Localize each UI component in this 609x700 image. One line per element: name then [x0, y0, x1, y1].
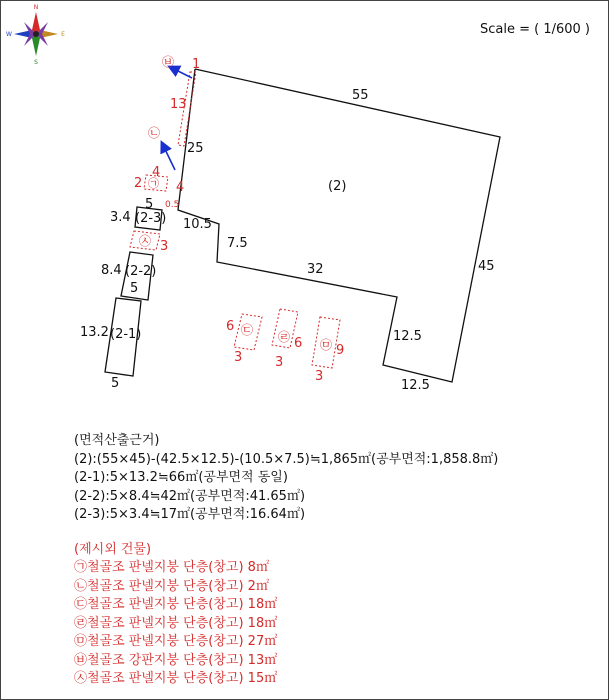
building-2-2-label: (2-2): [125, 264, 157, 279]
annex-a-height: 4: [152, 165, 161, 180]
parcel-notch-top-dim: 10.5: [183, 217, 212, 232]
building-2-1-height: 13.2: [80, 325, 109, 340]
building-2-3-height: 3.4: [110, 210, 131, 225]
annex-g-width: 3: [160, 239, 169, 254]
annex-a-offset: 0.5: [165, 200, 180, 210]
outside-building-line: ㉣철골조 판넬지붕 단층(창고) 18㎡: [74, 615, 278, 631]
area-calc-line: (2):(55×45)-(42.5×12.5)-(10.5×7.5)≒1,865㎡(공부면적:1,858.8㎡): [74, 451, 499, 467]
compass-east-label: E: [61, 31, 65, 38]
annex-d-mark: ㉣: [278, 330, 291, 344]
building-2-3-label: (2-3): [135, 211, 167, 226]
annex-f-length: 13: [170, 97, 187, 112]
compass-south-label: S: [34, 59, 38, 66]
parcel-2-label: (2): [328, 179, 347, 194]
building-2-2-height: 8.4: [101, 263, 122, 278]
parcel-notch-side-dim: 7.5: [227, 236, 248, 251]
building-2-1-width: 5: [111, 376, 120, 391]
annex-f-mark: ㉥: [162, 55, 175, 69]
outside-buildings-heading: (제시외 건물): [74, 541, 152, 557]
parcel-step-vertical-dim: 12.5: [393, 329, 422, 344]
outside-building-line: ㉦철골조 판넬지붕 단층(창고) 15㎡: [74, 671, 278, 686]
parcel-step-bottom-dim: 12.5: [401, 378, 430, 393]
building-2-1-label: (2-1): [110, 327, 142, 342]
scale-label: Scale = ( 1/600 ): [480, 22, 591, 37]
annex-f-corner: 1: [192, 57, 201, 72]
area-calc-line: (2-2):5×8.4≒42㎡(공부면적:41.65㎡): [74, 488, 306, 504]
outside-building-line: ㉡철골조 판넬지붕 단층(창고) 2㎡: [74, 578, 269, 594]
compass-rose-icon: [6, 4, 65, 66]
annex-a-side: 4: [176, 180, 185, 195]
parcel-top-dim: 55: [352, 88, 369, 103]
outside-building-line: ㉤철골조 판넬지붕 단층(창고) 27㎡: [74, 634, 278, 649]
notes-panel: [74, 432, 498, 689]
annex-e-width: 9: [336, 343, 345, 358]
outside-building-line: ㉢철골조 판넬지붕 단층(창고) 18㎡: [74, 597, 278, 612]
annex-c-height: 3: [234, 350, 243, 365]
compass-north-label: N: [33, 4, 39, 11]
annex-a-mark: ㉠: [148, 177, 159, 190]
annex-e-height: 3: [315, 369, 324, 384]
annex-e-mark: ㉤: [320, 338, 333, 352]
parcel-2-outline: [178, 69, 500, 382]
annex-d-height: 3: [275, 355, 284, 370]
annex-a-width: 2: [134, 176, 143, 191]
annex-c-width: 6: [226, 319, 235, 334]
annex-g-mark: ㉦: [139, 234, 152, 248]
parcel-bottom-inner-dim: 32: [307, 262, 324, 277]
area-calc-line: (2-1):5×13.2≒66㎡(공부면적 동일): [74, 470, 288, 485]
outside-building-line: ㉠철골조 판넬지붕 단층(창고) 8㎡: [74, 560, 269, 575]
parcel-right-dim: 45: [478, 259, 495, 274]
outside-building-line: ㉥철골조 강판지붕 단층(창고) 13㎡: [74, 652, 278, 668]
compass-west-label: W: [6, 31, 12, 38]
annex-b-mark: ㉡: [148, 126, 161, 140]
area-calc-heading: (면적산출근거): [74, 433, 160, 448]
parcel-left-upper-dim: 25: [187, 141, 204, 156]
area-calc-line: (2-3):5×3.4≒17㎡(공부면적:16.64㎡): [74, 507, 306, 522]
building-2-3-width: 5: [145, 197, 154, 212]
annex-c-mark: ㉢: [241, 323, 254, 337]
arrow-annex-b: [162, 143, 175, 170]
building-2-2-width: 5: [130, 281, 139, 296]
annex-d-width: 6: [294, 336, 303, 351]
